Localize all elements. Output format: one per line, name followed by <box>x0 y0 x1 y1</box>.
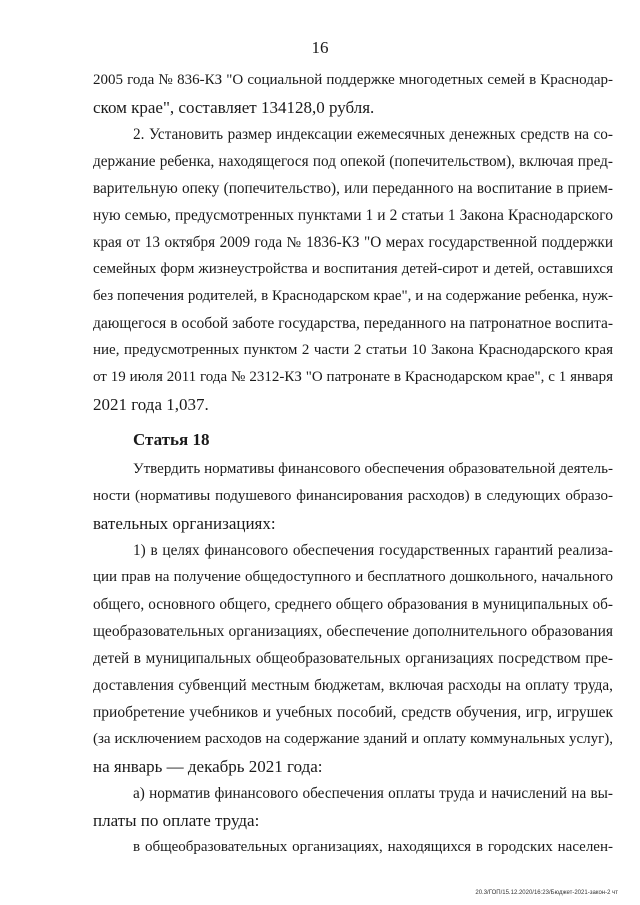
text-line: ности (нормативы подушевого финансирования расходов) в следующих образо- <box>93 488 613 504</box>
page-number: 16 <box>311 38 329 57</box>
text-line: доставления субвенций местным бюджетам, включая расходы на оплату труда, <box>93 677 613 694</box>
text-line: а) норматив финансового обеспечения оплаты труда и начислений на вы- <box>133 785 613 802</box>
text-line: платы по оплате труда: <box>93 811 260 830</box>
text-line: приобретение учебников и учебных пособий, средств обучения, игр, игрушек <box>93 704 613 721</box>
text-line: Утвердить нормативы финансового обеспечения образовательной деятель- <box>133 461 613 477</box>
text-line: на январь — декабрь 2021 года: <box>93 757 323 776</box>
text-line: 2021 года 1,037. <box>93 395 209 414</box>
text-line: 2005 года № 836-КЗ "О социальной поддержке многодетных семей в Краснодар- <box>93 72 613 88</box>
text-line: общего, основного общего, среднего общего образования в муниципальных об- <box>93 596 613 613</box>
text-line: семейных форм жизнеустройства и воспитания детей-сирот и детей, оставшихся <box>93 261 613 277</box>
text-line: ции прав на получение общедоступного и бесплатного дошкольного, начального <box>93 569 613 585</box>
text-line: вательных организациях: <box>93 514 276 533</box>
text-line: края от 13 октября 2009 года № 1836-КЗ "О мерах государственной поддержки <box>93 234 613 251</box>
article-heading: Статья 18 <box>133 430 210 449</box>
text-line: ском крае", составляет 134128,0 рубля. <box>93 98 375 117</box>
text-line: ную семью, предусмотренных пунктами 1 и 2 статьи 1 Закона Краснодарского <box>93 207 613 224</box>
text-line: дающегося в особой заботе государства, переданного на патронатное воспита- <box>93 315 613 332</box>
text-line: (за исключением расходов на содержание зданий и оплату коммунальных услуг), <box>93 731 613 747</box>
text-line: детей в муниципальных общеобразовательных организациях посредством пре- <box>93 650 613 667</box>
text-line: без попечения родителей, в Краснодарском крае", и на содержание ребенка, нуж- <box>93 288 613 304</box>
text-line: 2. Установить размер индексации ежемесячных денежных средств на со- <box>133 126 613 143</box>
text-line: 1) в целях финансового обеспечения государственных гарантий реализа- <box>133 542 613 559</box>
text-line: щеобразовательных организациях, обеспечение дополнительного образования <box>93 623 613 640</box>
text-line: от 19 июля 2011 года № 2312-КЗ "О патронате в Краснодарском крае", с 1 января <box>93 369 613 385</box>
text-line: ние, предусмотренных пунктом 2 части 2 статьи 10 Закона Краснодарского края <box>93 342 613 358</box>
text-line: варительную опеку (попечительство), или переданного на воспитание в прием- <box>93 180 613 197</box>
text-line: в общеобразовательных организациях, находящихся в городских населен- <box>133 839 613 855</box>
footer-stamp: 20.3/ГОП/15.12.2020/16:23/Бюджет-2021-закон-2 чт <box>475 890 618 896</box>
text-line: держание ребенка, находящегося под опекой (попечительством), включая пред- <box>93 153 613 170</box>
